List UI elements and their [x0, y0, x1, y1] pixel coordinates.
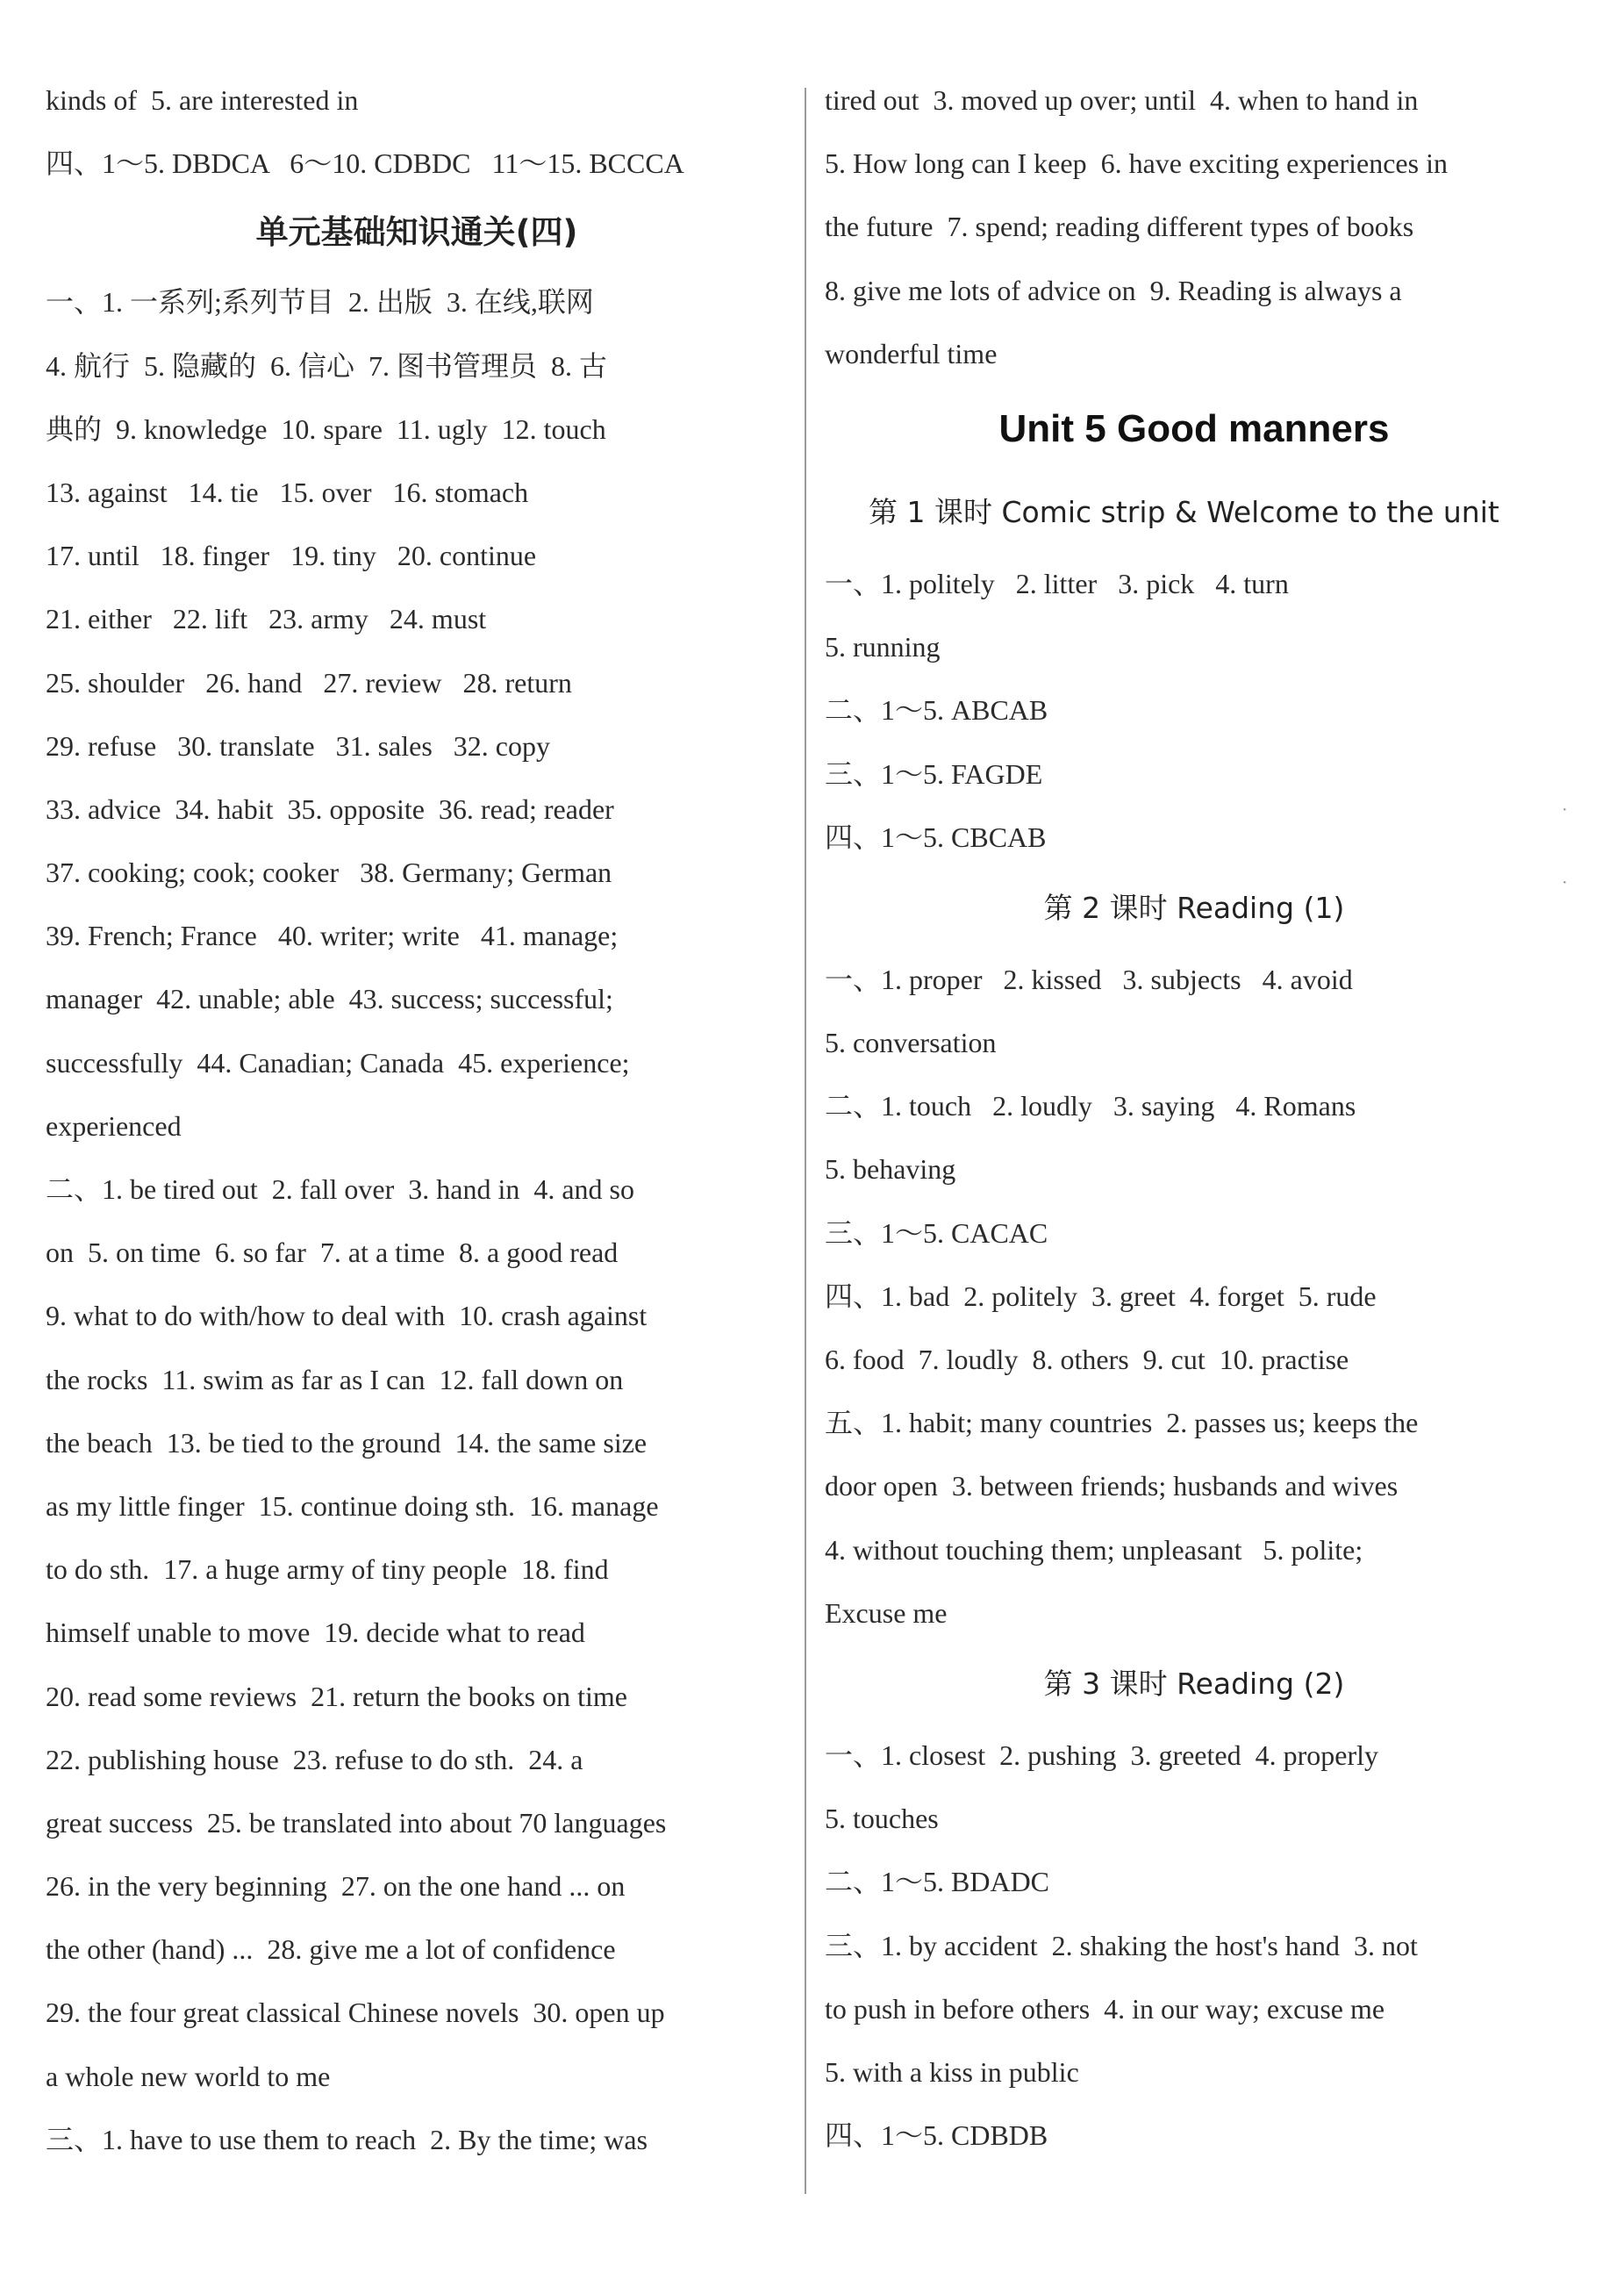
answer-line: kinds of 5. are interested in [46, 84, 359, 116]
answer-line: 五、1. habit; many countries 2. passes us; keeps the [825, 1407, 1419, 1439]
answer-line: a whole new world to me [46, 2060, 331, 2092]
answer-line: 四、1～5. CDBDB [825, 2119, 1048, 2152]
answer-line: 三、1. have to use them to reach 2. By the time; was [46, 2123, 648, 2155]
answer-line: 4. 航行 5. 隐藏的 6. 信心 7. 图书管理员 8. 古 [46, 349, 608, 382]
answer-line: 29. the four great classical Chinese novels 30. open up [46, 1997, 665, 2029]
answer-line: 四、1～5. DBDCA 6～10. CDBDC 11～15. BCCCA [46, 147, 684, 180]
answer-line: 17. until 18. finger 19. tiny 20. continue [46, 540, 537, 572]
answer-line: 29. refuse 30. translate 31. sales 32. copy [46, 729, 550, 762]
answer-line: 三、1～5. CACAC [825, 1216, 1048, 1249]
lesson-1-heading: 第 1 课时 Comic strip & Welcome to the unit [869, 494, 1499, 529]
answer-line: 33. advice 34. habit 35. opposite 36. read; reader [46, 792, 614, 825]
answer-line: 四、1. bad 2. politely 3. greet 4. forget 5. rude [825, 1280, 1377, 1312]
answer-line: 一、1. closest 2. pushing 3. greeted 4. properly [825, 1739, 1379, 1771]
answer-line: 6. food 7. loudly 8. others 9. cut 10. practise [825, 1344, 1349, 1375]
answer-line: 一、1. politely 2. litter 3. pick 4. turn [825, 567, 1289, 599]
answer-line: 5. with a kiss in public [825, 2055, 1079, 2088]
answer-line: 13. against 14. tie 15. over 16. stomach [46, 476, 529, 508]
lesson-1-answers [825, 552, 1563, 869]
answer-line: 典的 9. knowledge 10. spare 11. ugly 12. touch [46, 412, 606, 445]
answer-line: 8. give me lots of advice on 9. Reading is always a [825, 274, 1402, 306]
answer-line: manager 42. unable; able 43. success; successful; [46, 983, 613, 1015]
answer-line: experienced [46, 1109, 182, 1142]
answer-line: 四、1～5. CBCAB [825, 821, 1047, 853]
answer-line: 三、1～5. FAGDE [825, 757, 1043, 790]
answer-line: 二、1. touch 2. loudly 3. saying 4. Romans [825, 1090, 1356, 1122]
answer-line: himself unable to move 19. decide what to read [46, 1617, 585, 1649]
column-divider [805, 88, 806, 2194]
answer-line: the beach 13. be tied to the ground 14. the same size [46, 1426, 647, 1459]
answer-line: 一、1. proper 2. kissed 3. subjects 4. avoid [825, 963, 1353, 995]
answer-line: 26. in the very beginning 27. on the one hand ... on [46, 1870, 626, 1903]
answer-line: the future 7. spend; reading different types of books [825, 211, 1414, 243]
answer-line: 39. French; France 40. writer; write 41. manage; [46, 920, 619, 952]
answer-line: 二、1～5. BDADC [825, 1866, 1050, 1898]
answer-line: to do sth. 17. a huge army of tiny people 18. find [46, 1553, 609, 1586]
answer-line: tired out 3. moved up over; until 4. when to hand in [825, 84, 1419, 116]
answer-line: 二、1. be tired out 2. fall over 3. hand in 4. and so [46, 1173, 634, 1205]
answer-line: on 5. on time 6. so far 7. at a time 8. a good read [46, 1237, 619, 1269]
answer-line: 4. without touching them; unpleasant 5. polite; [825, 1533, 1363, 1566]
lesson-2-heading: 第 2 课时 Reading (1) [1043, 890, 1345, 925]
answer-line: 5. running [825, 631, 941, 663]
answer-line: as my little finger 15. continue doing sth. 16. manage [46, 1489, 659, 1522]
lesson-3-answers [825, 1724, 1563, 2167]
answer-line: 21. either 22. lift 23. army 24. must [46, 603, 487, 635]
answer-line: Excuse me [825, 1596, 948, 1629]
unit-title: Unit 5 Good manners [998, 406, 1390, 450]
answer-line: great success 25. be translated into about 70 languages [46, 1806, 667, 1839]
answer-line: the rocks 11. swim as far as I can 12. fall down on [46, 1363, 624, 1395]
answer-line: 二、1～5. ABCAB [825, 694, 1048, 727]
lesson-3-heading: 第 3 课时 Reading (2) [1043, 1666, 1345, 1701]
answer-line: 37. cooking; cook; cooker 38. Germany; German [46, 857, 612, 889]
answer-line: 5. touches [825, 1803, 939, 1835]
answer-line: 20. read some reviews 21. return the books on time [46, 1680, 627, 1712]
right-column [825, 68, 1563, 2167]
left-continued-answers [46, 68, 788, 195]
scan-mark: · [1562, 800, 1568, 820]
scan-mark: · [1562, 873, 1568, 893]
answer-line: wonderful time [825, 337, 998, 369]
answer-line: the other (hand) ... 28. give me a lot of confidence [46, 1933, 616, 1966]
right-continued-answers [825, 68, 1563, 385]
answer-line: 5. conversation [825, 1027, 997, 1059]
answer-line: 5. How long can I keep 6. have exciting experiences in [825, 147, 1448, 180]
answer-line: 25. shoulder 26. hand 27. review 28. return [46, 666, 572, 699]
answer-line: door open 3. between friends; husbands and wives [825, 1470, 1399, 1502]
section-heading: 单元基础知识通关(四) [255, 213, 578, 252]
answer-line: 22. publishing house 23. refuse to do sth. 24. a [46, 1743, 583, 1775]
answer-line: 一、1. 一系列;系列节目 2. 出版 3. 在线,联网 [46, 286, 594, 319]
answer-line: 9. what to do with/how to deal with 10. crash against [46, 1300, 647, 1332]
answer-line: successfully 44. Canadian; Canada 45. experience; [46, 1046, 630, 1079]
answer-line: 三、1. by accident 2. shaking the host's hand 3. not [825, 1929, 1418, 1961]
left-answer-lines [46, 270, 788, 2171]
lesson-2-answers [825, 948, 1563, 1645]
answer-line: to push in before others 4. in our way; excuse me [825, 1992, 1385, 2025]
left-column [46, 68, 788, 2171]
answer-line: 5. behaving [825, 1153, 956, 1186]
